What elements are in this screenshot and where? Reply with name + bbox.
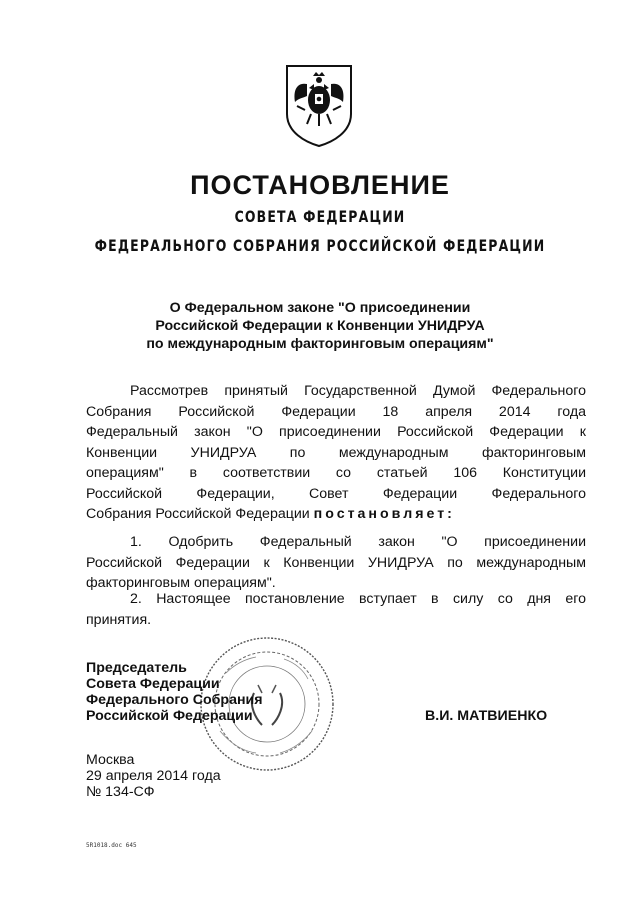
- issuer-line-2: ФЕДЕРАЛЬНОГО СОБРАНИЯ РОССИЙСКОЙ ФЕДЕРАЦИИ: [94, 236, 546, 255]
- clause-2: [86, 589, 586, 630]
- subject-line: О Федеральном законе "О присоединении: [169, 300, 471, 316]
- preamble-paragraph: [86, 381, 586, 525]
- preamble-line: операциям" в соответствии со статьей 106 Конституции: [86, 465, 586, 481]
- clause-1: [86, 532, 586, 594]
- issue-details: [86, 752, 221, 800]
- resolves-keyword: постановляет:: [313, 506, 455, 522]
- signatory-position: [86, 660, 263, 724]
- preamble-line: Собрания Российской Федерации 18 апреля 2014 года: [86, 403, 586, 420]
- position-line: Совета Федерации: [86, 676, 220, 692]
- clause-line: 2. Настоящее постановление вступает в силу со дня его: [130, 591, 586, 607]
- file-code: 5R1018.doc 645: [86, 842, 137, 849]
- position-line: Председатель: [86, 660, 187, 676]
- clause-line: факторинговым операциям".: [86, 575, 276, 591]
- position-line: Федерального Собрания: [86, 692, 263, 708]
- document-title: ПОСТАНОВЛЕНИЕ: [190, 170, 450, 200]
- preamble-line: Рассмотрев принятый Государственной Думой Федерального: [130, 383, 586, 399]
- subject-line: Российской Федерации к Конвенции УНИДРУА: [155, 318, 485, 334]
- russian-coat-of-arms-icon: [283, 62, 355, 148]
- preamble-line: Федеральный закон "О присоединении Российской Федерации к: [86, 424, 586, 440]
- signatory-name: В.И. МАТВИЕНКО: [425, 708, 548, 724]
- issuer-line-1: СОВЕТА ФЕДЕРАЦИИ: [234, 207, 406, 226]
- clause-line: 1. Одобрить Федеральный закон "О присоединении: [130, 534, 586, 550]
- issue-date: 29 апреля 2014 года: [86, 768, 221, 784]
- preamble-line: Конвенции УНИДРУА по международным факторинговым: [86, 444, 586, 461]
- preamble-final-line: [86, 504, 586, 525]
- subject-line: по международным факторинговым операциям": [146, 336, 494, 352]
- document-subject: [120, 299, 520, 353]
- clause-line: принятия.: [86, 611, 152, 628]
- clause-line: Российской Федерации к Конвенции УНИДРУА по международным: [86, 554, 586, 571]
- preamble-final-text: Собрания Российской Федерации: [86, 506, 314, 522]
- issue-city: Москва: [86, 752, 135, 768]
- position-line: Российской Федерации: [86, 708, 253, 724]
- preamble-line: Российской Федерации, Совет Федерации Федерального: [86, 485, 586, 502]
- resolution-number: № 134-СФ: [86, 784, 155, 800]
